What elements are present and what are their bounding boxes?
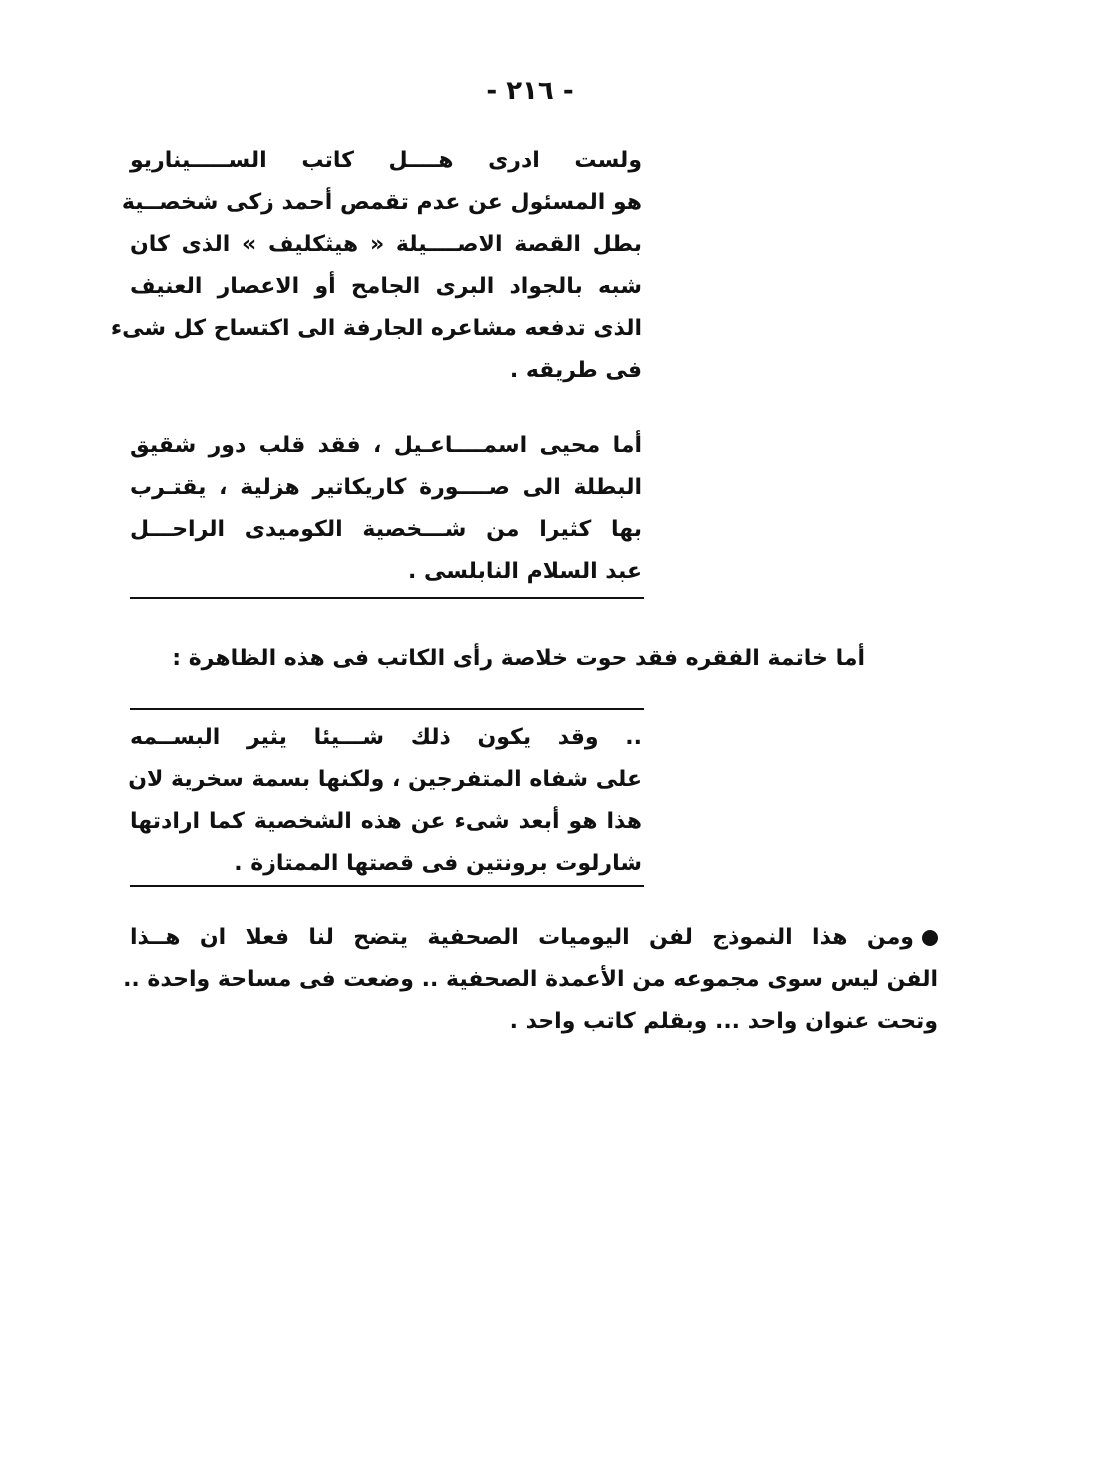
text-line: البطلة الى صــــورة كاريكاتير هزلية ، يقتـرب (130, 475, 642, 500)
text-span: ومن هذا النموذج لفن اليوميات الصحفية يتضح لنا فعلا ان هــذا (130, 925, 914, 950)
text-line: عبد السلام النابلسى . (408, 559, 642, 584)
text-line: بطل القصة الاصــــيلة « هيثكليف » الذى كان (130, 232, 642, 257)
text-line: بها كثيرا من شـــخصية الكوميدى الراحـــل (130, 517, 642, 542)
text-line: الفن ليس سوى مجموعه من الأعمدة الصحفية .. وضعت فى مساحة واحدة .. (123, 967, 938, 992)
page-number: - ٢١٦ - (486, 76, 574, 106)
paragraph-1 (110, 140, 642, 392)
divider-rule (130, 885, 644, 887)
paragraph-3 (123, 917, 938, 1043)
text-line: شارلوت برونتين فى قصتها الممتازة . (234, 851, 642, 876)
divider-rule (130, 708, 644, 710)
text-line: هو المسئول عن عدم تقمص أحمد زكى شخصــية (121, 190, 642, 215)
text-line: الذى تدفعه مشاعره الجارفة الى اكتساح كل شىء (110, 316, 642, 341)
text-line: ولست ادرى هــــل كاتب الســـــيناريو (130, 148, 642, 173)
bullet-icon (922, 930, 938, 946)
text-line: فى طريقه . (509, 358, 642, 383)
divider-rule (130, 597, 644, 599)
text-line-first (130, 917, 938, 959)
block-quote (130, 717, 642, 885)
text-line: أما محيى اسمــــاعـيل ، فقد قلب دور شقيق (130, 433, 642, 458)
quote-intro: أما خاتمة الفقره فقد حوت خلاصة رأى الكاتب فى هذه الظاهرة : (172, 646, 865, 671)
text-line: .. وقد يكون ذلك شـــيئا يثير البســمه (130, 725, 642, 750)
text-line: هذا هو أبعد شىء عن هذه الشخصية كما ارادتها (130, 809, 642, 834)
text-line: شبه بالجواد البرى الجامح أو الاعصار العنيف (130, 274, 642, 299)
text-line: وتحت عنوان واحد ... وبقلم كاتب واحد . (509, 1009, 938, 1034)
text-line: على شفاه المتفرجين ، ولكنها بسمة سخرية لان (128, 767, 642, 792)
paragraph-2 (130, 425, 642, 593)
